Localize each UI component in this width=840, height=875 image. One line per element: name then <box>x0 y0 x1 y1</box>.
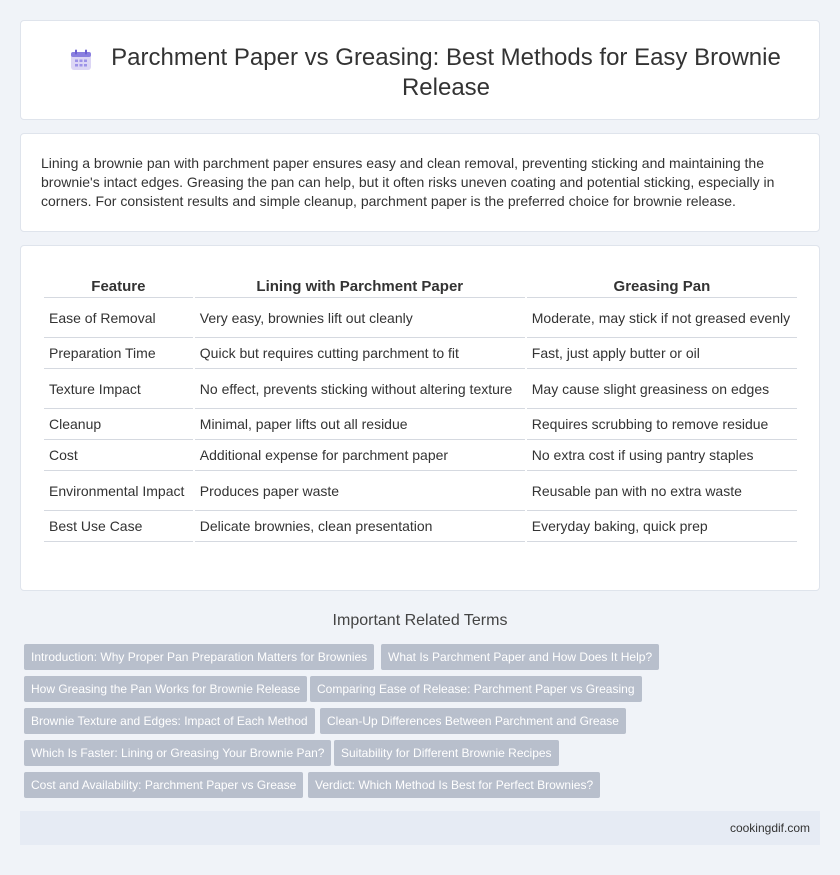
table-cell-feature: Texture Impact <box>44 369 193 409</box>
site-name[interactable]: cookingdif.com <box>729 821 810 835</box>
intro-text: Lining a brownie pan with parchment paper ensures easy and clean removal, preventing sticking and maintaining the brownie's intact edges. Greasing the pan can help, but it often risks uneven coating and potential sticking, especially in corners. For consistent results and simple cleanup, parchment paper is the preferred choice for brownie release. <box>41 155 775 209</box>
table-row <box>44 409 797 440</box>
table-cell-parchment: No effect, prevents sticking without altering texture <box>195 369 525 409</box>
related-term-tag[interactable]: How Greasing the Pan Works for Brownie Release <box>24 676 307 702</box>
comparison-table-card <box>20 245 820 591</box>
table-cell-feature: Cleanup <box>44 409 193 440</box>
table-cell-feature: Preparation Time <box>44 338 193 369</box>
related-term-tag[interactable]: What Is Parchment Paper and How Does It Help? <box>381 644 659 670</box>
table-cell-feature: Environmental Impact <box>44 471 193 511</box>
intro-card <box>20 133 820 232</box>
table-row <box>44 338 797 369</box>
table-cell-parchment: Delicate brownies, clean presentation <box>195 511 525 542</box>
table-cell-parchment: Additional expense for parchment paper <box>195 440 525 471</box>
footer <box>20 811 820 845</box>
table-cell-parchment: Quick but requires cutting parchment to fit <box>195 338 525 369</box>
table-header-greasing: Greasing Pan <box>527 274 797 298</box>
related-terms-title: Important Related Terms <box>332 612 508 629</box>
table-header-feature: Feature <box>44 274 193 298</box>
table-row <box>44 298 797 338</box>
table-header-parchment: Lining with Parchment Paper <box>195 274 525 298</box>
related-term-tag[interactable]: Cost and Availability: Parchment Paper vs Grease <box>24 772 303 798</box>
table-row <box>44 369 797 409</box>
table-cell-greasing: Fast, just apply butter or oil <box>527 338 797 369</box>
table-cell-greasing: Requires scrubbing to remove residue <box>527 409 797 440</box>
table-cell-feature: Best Use Case <box>44 511 193 542</box>
table-cell-greasing: Everyday baking, quick prep <box>527 511 797 542</box>
table-cell-feature: Cost <box>44 440 193 471</box>
related-term-tag[interactable]: Introduction: Why Proper Pan Preparation Matters for Brownies <box>24 644 374 670</box>
related-term-tag[interactable]: Comparing Ease of Release: Parchment Paper vs Greasing <box>310 676 642 702</box>
table-cell-greasing: Reusable pan with no extra waste <box>527 471 797 511</box>
page-title: Parchment Paper vs Greasing: Best Methods for Easy Brownie Release <box>111 44 781 101</box>
table-cell-parchment: Minimal, paper lifts out all residue <box>195 409 525 440</box>
related-term-tag[interactable]: Which Is Faster: Lining or Greasing Your Brownie Pan? <box>24 740 331 766</box>
table-cell-greasing: May cause slight greasiness on edges <box>527 369 797 409</box>
related-term-tag[interactable]: Suitability for Different Brownie Recipes <box>334 740 559 766</box>
related-term-tag[interactable]: Verdict: Which Method Is Best for Perfect Brownies? <box>308 772 600 798</box>
table-cell-parchment: Produces paper waste <box>195 471 525 511</box>
header-card <box>20 20 820 120</box>
comparison-table <box>42 274 799 542</box>
table-row <box>44 471 797 511</box>
table-row <box>44 511 797 542</box>
table-cell-greasing: No extra cost if using pantry staples <box>527 440 797 471</box>
related-term-tag[interactable]: Clean-Up Differences Between Parchment and Grease <box>320 708 626 734</box>
table-row <box>44 440 797 471</box>
table-cell-feature: Ease of Removal <box>44 298 193 338</box>
related-term-tag[interactable]: Brownie Texture and Edges: Impact of Each Method <box>24 708 315 734</box>
table-cell-parchment: Very easy, brownies lift out cleanly <box>195 298 525 338</box>
table-cell-greasing: Moderate, may stick if not greased evenly <box>527 298 797 338</box>
